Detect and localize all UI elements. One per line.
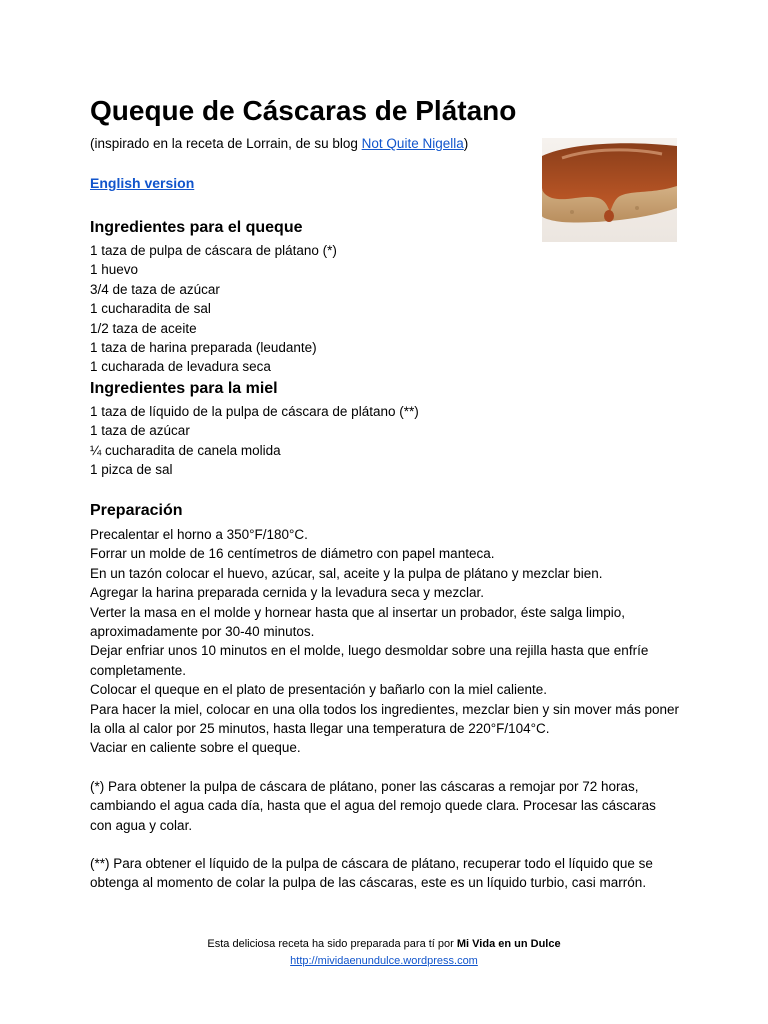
preparation-step: Colocar el queque en el plato de presentación y bañarlo con la miel caliente.	[90, 682, 548, 698]
ingredient-item: 1 taza de azúcar	[90, 423, 190, 439]
ingredient-item: 1 pizca de sal	[90, 462, 173, 478]
preparation-step: Forrar un molde de 16 centímetros de diámetro con papel manteca.	[90, 546, 495, 562]
ingredient-item: 1 taza de harina preparada (leudante)	[90, 340, 317, 356]
footnote-pulpa: (*) Para obtener la pulpa de cáscara de plátano, poner las cáscaras a remojar por 72 horas, cambiando el agua cada día, hasta que el agua del remojo quede clara. Procesar las cáscaras con agua y colar.	[90, 779, 656, 833]
preparation-step: Precalentar el horno a 350°F/180°C.	[90, 527, 308, 542]
footer-credit	[0, 936, 768, 952]
preparation-step: Agregar la harina preparada cernida y la levadura seca y mezclar.	[90, 585, 484, 601]
preparation-step: En un tazón colocar el huevo, azúcar, sal, aceite y la pulpa de plátano y mezclar bien.	[90, 565, 603, 581]
preparation-step: Verter la masa en el molde y hornear hasta que al insertar un probador, éste salga limpio, aproximadamente por 30-40 minutos.	[90, 604, 626, 640]
preparation-step: Para hacer la miel, colocar en una olla todos los ingredientes, mezclar bien y sin mover más poner la olla al calor por 25 minutos, hasta llegar una temperatura de 220°F/104°C.	[90, 701, 680, 737]
ingredient-item: 1/2 taza de aceite	[90, 320, 197, 336]
not-quite-nigella-link[interactable]: Not Quite Nigella	[361, 136, 464, 151]
english-version-link[interactable]: English version	[90, 175, 195, 191]
ingredient-item: 1 cucharada de levadura seca	[90, 359, 271, 375]
footnote-liquido: (**) Para obtener el líquido de la pulpa de cáscara de plátano, recuperar todo el líquido que se obtenga al momento de colar la pulpa de las cáscaras, este es un líquido turbio, casi marrón.	[90, 856, 653, 891]
footer-text: Esta deliciosa receta ha sido preparada para tí por	[207, 938, 457, 950]
subtitle-suffix: )	[463, 136, 469, 151]
ingredient-item: 1 taza de pulpa de cáscara de plátano (*)	[90, 243, 337, 258]
cake-photo	[542, 138, 677, 242]
footer-url-link[interactable]: http://mividaenundulce.wordpress.com	[290, 955, 478, 967]
subtitle-prefix: (inspirado en la receta de Lorrain, de su blog	[90, 136, 362, 151]
heading-ingredientes-miel: Ingredientes para la miel	[90, 380, 278, 397]
ingredients-miel-list	[90, 402, 419, 480]
page-title: Queque de Cáscaras de Plátano	[90, 95, 517, 126]
ingredient-item: 1 taza de líquido de la pulpa de cáscara de plátano (**)	[90, 404, 419, 419]
heading-ingredientes-queque: Ingredientes para el queque	[90, 219, 303, 236]
footer-blog-name: Mi Vida en un Dulce	[456, 938, 561, 950]
footer-url-row	[0, 953, 768, 969]
preparation-step: Vaciar en caliente sobre el queque.	[90, 740, 301, 756]
ingredients-queque-list	[90, 241, 337, 377]
ingredient-item: 1 cucharadita de sal	[90, 301, 211, 317]
ingredient-item: 1 huevo	[90, 262, 139, 278]
ingredient-item: ¼ cucharadita de canela molida	[90, 442, 281, 458]
heading-preparacion: Preparación	[90, 502, 183, 519]
ingredient-item: 3/4 de taza de azúcar	[90, 281, 220, 297]
subtitle	[90, 135, 468, 153]
cake-with-syrup-image	[542, 138, 677, 242]
preparation-steps	[90, 525, 680, 758]
preparation-step: Dejar enfriar unos 10 minutos en el molde, luego desmoldar sobre una rejilla hasta que enfríe completamente.	[90, 643, 649, 678]
